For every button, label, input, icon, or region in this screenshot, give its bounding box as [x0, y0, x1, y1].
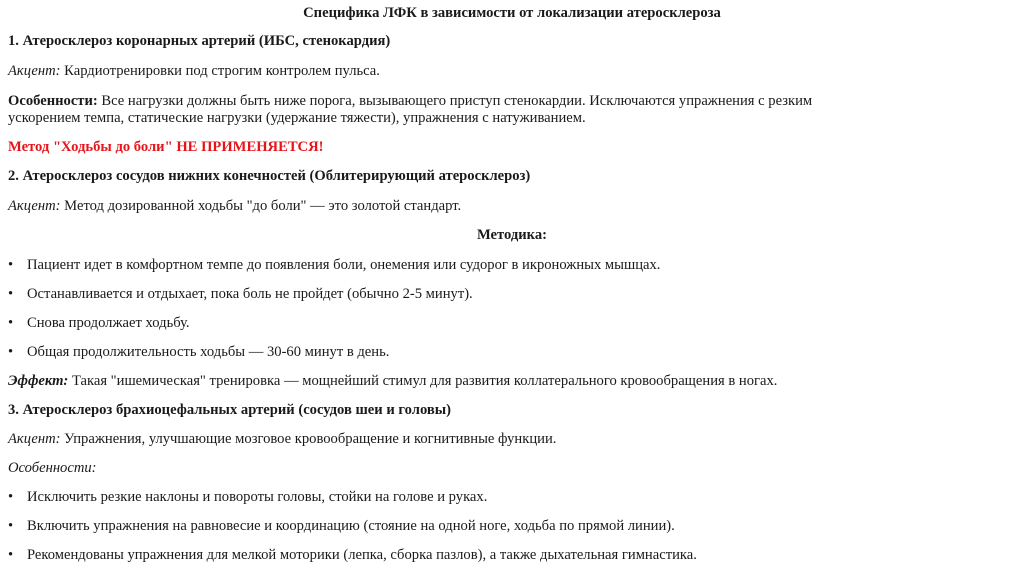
section1-warning: Метод "Ходьбы до боли" НЕ ПРИМЕНЯЕТСЯ! [8, 139, 324, 155]
bullet-icon: • [8, 547, 14, 563]
bullet-icon: • [8, 286, 14, 302]
section1-accent-label: Акцент: [8, 63, 61, 79]
section1-heading: 1. Атеросклероз коронарных артерий (ИБС, стенокардия) [8, 33, 391, 49]
section1-accent-text: Кардиотренировки под строгим контролем пульса. [60, 63, 380, 79]
section2-heading: 2. Атеросклероз сосудов нижних конечностей (Облитерирующий атеросклероз) [8, 168, 531, 184]
section3-accent-text: Упражнения, улучшающие мозговое кровообращение и когнитивные функции. [60, 431, 557, 447]
section1-features-line1 [8, 92, 1008, 110]
section3-heading: 3. Атеросклероз брахиоцефальных артерий (сосудов шеи и головы) [8, 402, 452, 418]
bullet-icon: • [8, 257, 14, 273]
section3-features-label: Особенности: [8, 460, 97, 476]
page-title: Специфика ЛФК в зависимости от локализации атеросклероза [303, 5, 721, 21]
section2-effect [8, 372, 1008, 390]
section3-accent [8, 430, 1008, 448]
section2-method-heading: Методика: [476, 227, 548, 243]
section3-accent-label: Акцент: [8, 431, 61, 447]
bullet-icon: • [8, 489, 14, 505]
section3-bullet-1-text: Исключить резкие наклоны и повороты головы, стойки на голове и руках. [27, 489, 488, 505]
section2-bullet-2-text: Останавливается и отдыхает, пока боль не пройдет (обычно 2-5 минут). [27, 286, 473, 302]
bullet-icon: • [8, 518, 14, 534]
section2-accent-text: Метод дозированной ходьбы "до боли" — это золотой стандарт. [60, 198, 462, 214]
section1-accent [8, 62, 1008, 80]
section1-features-line2: ускорением темпа, статические нагрузки (удержание тяжести), упражнения с натуживанием. [8, 110, 586, 126]
section2-bullet-3-text: Снова продолжает ходьбу. [27, 315, 190, 331]
section2-effect-text: Такая "ишемическая" тренировка — мощнейший стимул для развития коллатерального кровообращения в ногах. [68, 373, 778, 389]
section3-bullet-2-text: Включить упражнения на равновесие и координацию (стояние на одной ноге, ходьба по прямой линии). [27, 518, 675, 534]
section1-features-label: Особенности: [8, 93, 98, 109]
section3-bullet-3-text: Рекомендованы упражнения для мелкой моторики (лепка, сборка пазлов), а также дыхательная гимнастика. [27, 547, 697, 563]
bullet-icon: • [8, 315, 14, 331]
section2-bullet-1-text: Пациент идет в комфортном темпе до появления боли, онемения или судорог в икроножных мышцах. [27, 257, 661, 273]
section2-bullet-4-text: Общая продолжительность ходьбы — 30-60 минут в день. [27, 344, 390, 360]
section2-effect-label: Эффект: [8, 373, 69, 389]
section2-accent [8, 197, 1008, 215]
bullet-icon: • [8, 344, 14, 360]
section2-accent-label: Акцент: [8, 198, 61, 214]
section1-features-text-line1: Все нагрузки должны быть ниже порога, вызывающего приступ стенокардии. Исключаются упражнения с резким [97, 93, 813, 109]
